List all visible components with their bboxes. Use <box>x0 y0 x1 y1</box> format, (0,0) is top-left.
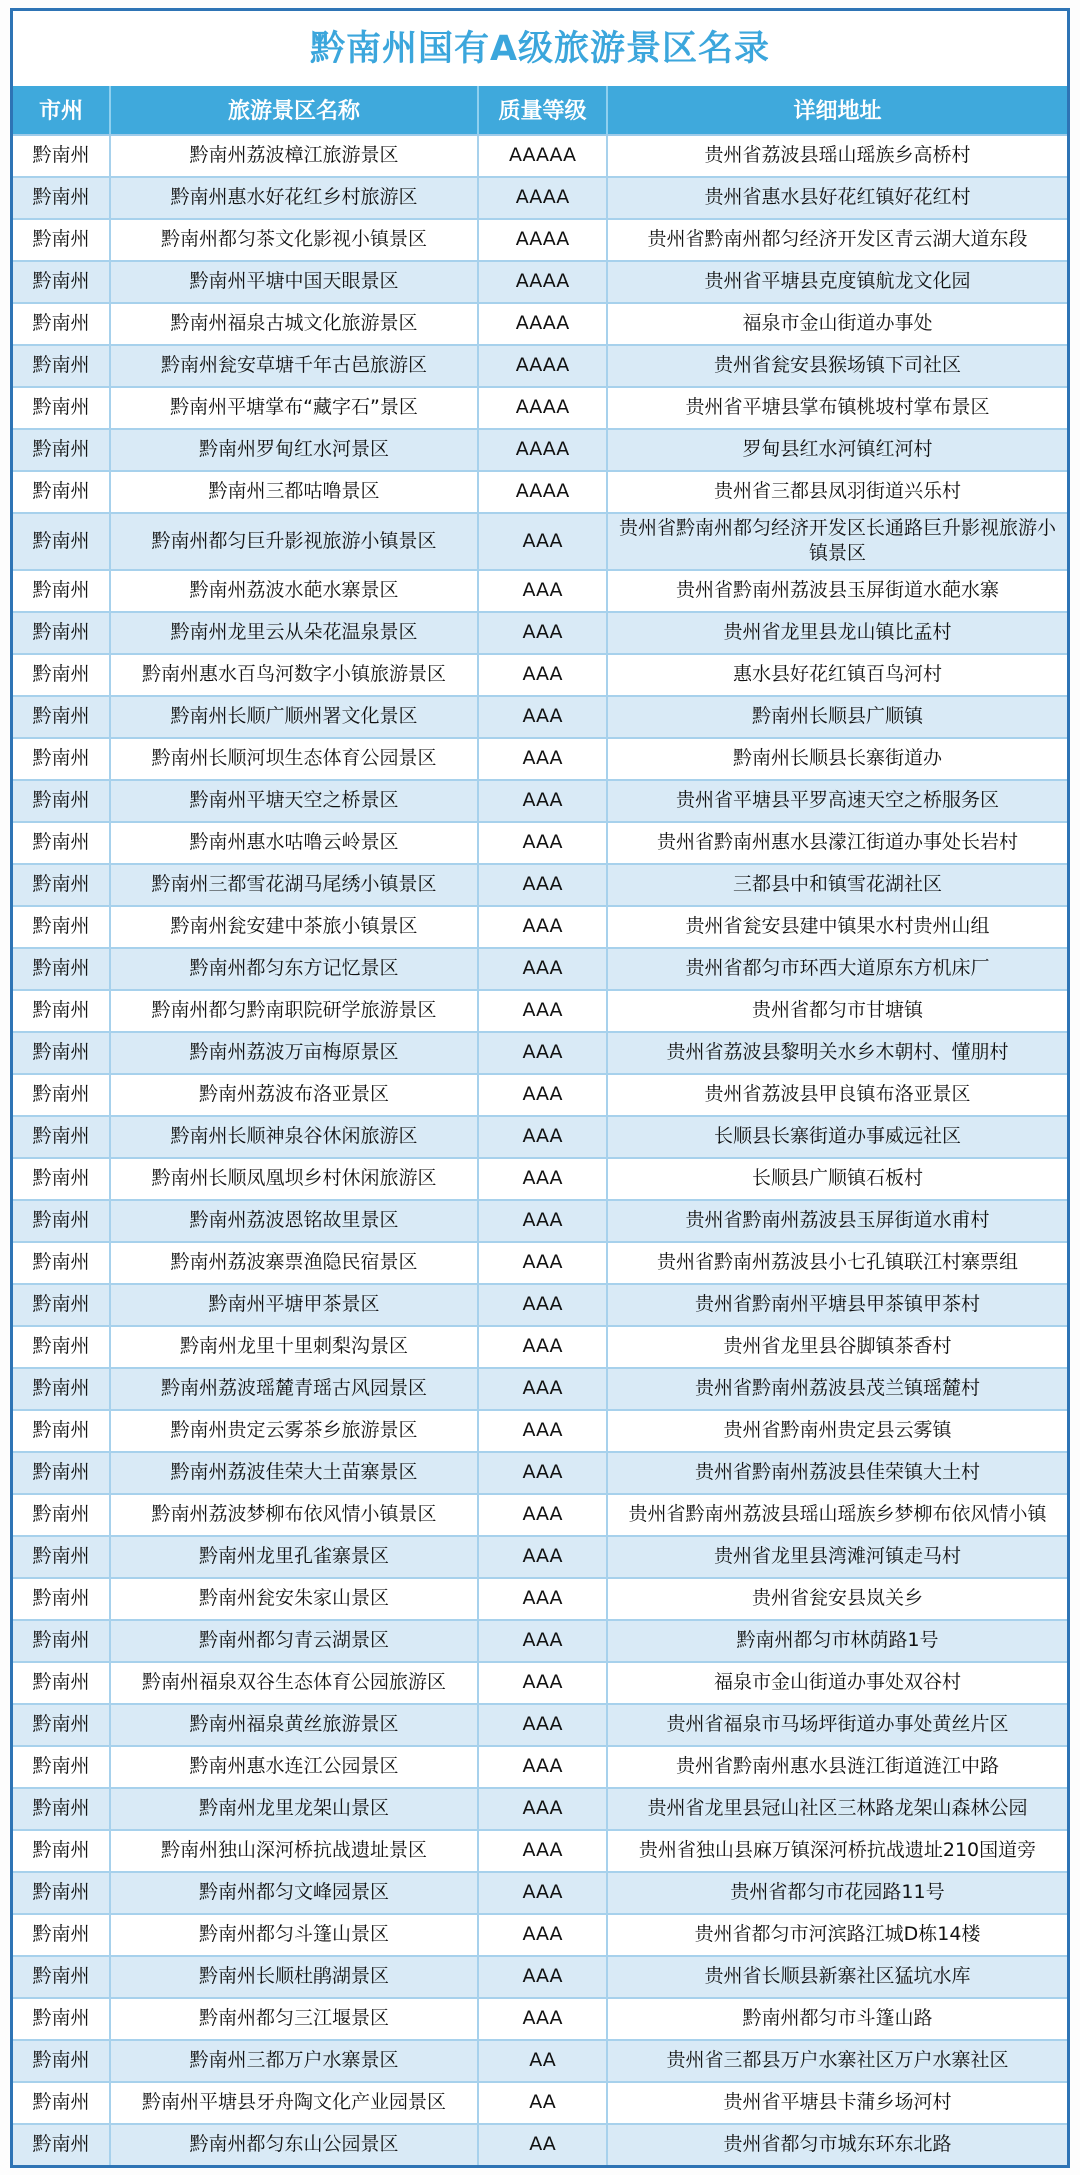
cell-region: 黔南州 <box>13 303 110 345</box>
cell-name: 黔南州都匀文峰园景区 <box>110 1872 478 1914</box>
cell-grade: AAA <box>478 990 607 1032</box>
cell-region: 黔南州 <box>13 1662 110 1704</box>
cell-address: 贵州省黔南州荔波县佳荣镇大土村 <box>607 1452 1067 1494</box>
cell-address: 贵州省平塘县卡蒲乡场河村 <box>607 2082 1067 2124</box>
cell-grade: AAA <box>478 1704 607 1746</box>
cell-address: 贵州省黔南州荔波县玉屏街道水葩水寨 <box>607 570 1067 612</box>
cell-grade: AAA <box>478 654 607 696</box>
cell-region: 黔南州 <box>13 1704 110 1746</box>
cell-name: 黔南州三都雪花湖马尾绣小镇景区 <box>110 864 478 906</box>
cell-name: 黔南州荔波寨票渔隐民宿景区 <box>110 1242 478 1284</box>
table-row <box>13 948 1067 990</box>
cell-region: 黔南州 <box>13 177 110 219</box>
cell-address: 贵州省黔南州平塘县甲茶镇甲茶村 <box>607 1284 1067 1326</box>
cell-region: 黔南州 <box>13 822 110 864</box>
cell-grade: AA <box>478 2040 607 2082</box>
table-row <box>13 2082 1067 2124</box>
cell-grade: AAA <box>478 1662 607 1704</box>
cell-address: 贵州省龙里县湾滩河镇走马村 <box>607 1536 1067 1578</box>
cell-address: 贵州省黔南州荔波县玉屏街道水甫村 <box>607 1200 1067 1242</box>
table-row <box>13 696 1067 738</box>
cell-region: 黔南州 <box>13 1074 110 1116</box>
cell-address: 贵州省平塘县掌布镇桃坡村掌布景区 <box>607 387 1067 429</box>
table-row <box>13 990 1067 1032</box>
cell-name: 黔南州都匀巨升影视旅游小镇景区 <box>110 513 478 570</box>
cell-region: 黔南州 <box>13 864 110 906</box>
cell-grade: AAA <box>478 1578 607 1620</box>
cell-address: 贵州省三都县万户水寨社区万户水寨社区 <box>607 2040 1067 2082</box>
cell-grade: AAA <box>478 1410 607 1452</box>
cell-region: 黔南州 <box>13 1536 110 1578</box>
cell-grade: AAA <box>478 1872 607 1914</box>
cell-region: 黔南州 <box>13 696 110 738</box>
table-row <box>13 135 1067 177</box>
cell-address: 贵州省瓮安县猴场镇下司社区 <box>607 345 1067 387</box>
cell-name: 黔南州长顺河坝生态体育公园景区 <box>110 738 478 780</box>
table-row <box>13 513 1067 570</box>
cell-grade: AAA <box>478 864 607 906</box>
cell-grade: AAA <box>478 612 607 654</box>
table-row <box>13 2124 1067 2165</box>
cell-region: 黔南州 <box>13 387 110 429</box>
cell-address: 贵州省龙里县冠山社区三林路龙架山森林公园 <box>607 1788 1067 1830</box>
cell-address: 黔南州长顺县长寨街道办 <box>607 738 1067 780</box>
cell-region: 黔南州 <box>13 906 110 948</box>
header-row <box>13 86 1067 135</box>
cell-address: 贵州省黔南州惠水县濛江街道办事处长岩村 <box>607 822 1067 864</box>
table-row <box>13 1410 1067 1452</box>
cell-address: 黔南州长顺县广顺镇 <box>607 696 1067 738</box>
title-bar <box>13 11 1067 86</box>
cell-region: 黔南州 <box>13 1578 110 1620</box>
cell-name: 黔南州都匀三江堰景区 <box>110 1998 478 2040</box>
cell-grade: AAAA <box>478 471 607 513</box>
cell-address: 贵州省平塘县平罗高速天空之桥服务区 <box>607 780 1067 822</box>
page-title: 黔南州国有A级旅游景区名录 <box>309 29 771 69</box>
table-row <box>13 1032 1067 1074</box>
cell-address: 长顺县长寨街道办事威远社区 <box>607 1116 1067 1158</box>
cell-address: 贵州省福泉市马场坪街道办事处黄丝片区 <box>607 1704 1067 1746</box>
cell-name: 黔南州长顺神泉谷休闲旅游区 <box>110 1116 478 1158</box>
cell-address: 长顺县广顺镇石板村 <box>607 1158 1067 1200</box>
cell-grade: AAA <box>478 1746 607 1788</box>
cell-address: 贵州省长顺县新寨社区猛坑水库 <box>607 1956 1067 1998</box>
cell-name: 黔南州荔波水葩水寨景区 <box>110 570 478 612</box>
table-row <box>13 1242 1067 1284</box>
table-row <box>13 471 1067 513</box>
table-row <box>13 1956 1067 1998</box>
cell-grade: AAA <box>478 1284 607 1326</box>
cell-grade: AAA <box>478 1998 607 2040</box>
table-row <box>13 1284 1067 1326</box>
cell-grade: AA <box>478 2082 607 2124</box>
cell-name: 黔南州罗甸红水河景区 <box>110 429 478 471</box>
table-row <box>13 1872 1067 1914</box>
cell-address: 贵州省龙里县龙山镇比孟村 <box>607 612 1067 654</box>
cell-grade: AAA <box>478 1620 607 1662</box>
table-row <box>13 303 1067 345</box>
cell-grade: AAAA <box>478 261 607 303</box>
cell-region: 黔南州 <box>13 429 110 471</box>
cell-region: 黔南州 <box>13 1452 110 1494</box>
cell-region: 黔南州 <box>13 1410 110 1452</box>
cell-address: 黔南州都匀市林荫路1号 <box>607 1620 1067 1662</box>
table-row <box>13 1452 1067 1494</box>
col-header-name: 旅游景区名称 <box>110 86 478 135</box>
cell-name: 黔南州龙里孔雀寨景区 <box>110 1536 478 1578</box>
table-body <box>13 135 1067 2165</box>
table-row <box>13 219 1067 261</box>
cell-region: 黔南州 <box>13 1116 110 1158</box>
cell-grade: AA <box>478 2124 607 2165</box>
cell-address: 贵州省都匀市城东环东北路 <box>607 2124 1067 2165</box>
cell-region: 黔南州 <box>13 1158 110 1200</box>
cell-name: 黔南州都匀青云湖景区 <box>110 1620 478 1662</box>
cell-address: 福泉市金山街道办事处双谷村 <box>607 1662 1067 1704</box>
cell-grade: AAA <box>478 1788 607 1830</box>
cell-region: 黔南州 <box>13 948 110 990</box>
table-row <box>13 1620 1067 1662</box>
cell-name: 黔南州荔波樟江旅游景区 <box>110 135 478 177</box>
table-row <box>13 906 1067 948</box>
table-row <box>13 429 1067 471</box>
cell-name: 黔南州三都咕噜景区 <box>110 471 478 513</box>
cell-address: 贵州省都匀市花园路11号 <box>607 1872 1067 1914</box>
cell-region: 黔南州 <box>13 1326 110 1368</box>
cell-name: 黔南州平塘甲茶景区 <box>110 1284 478 1326</box>
cell-region: 黔南州 <box>13 1998 110 2040</box>
cell-region: 黔南州 <box>13 513 110 570</box>
cell-region: 黔南州 <box>13 1620 110 1662</box>
cell-address: 贵州省黔南州贵定县云雾镇 <box>607 1410 1067 1452</box>
table-row <box>13 1494 1067 1536</box>
cell-address: 贵州省黔南州惠水县涟江街道涟江中路 <box>607 1746 1067 1788</box>
cell-region: 黔南州 <box>13 2124 110 2165</box>
cell-grade: AAA <box>478 1242 607 1284</box>
cell-name: 黔南州独山深河桥抗战遗址景区 <box>110 1830 478 1872</box>
cell-address: 贵州省瓮安县建中镇果水村贵州山组 <box>607 906 1067 948</box>
cell-grade: AAAA <box>478 429 607 471</box>
cell-name: 黔南州荔波布洛亚景区 <box>110 1074 478 1116</box>
cell-region: 黔南州 <box>13 1032 110 1074</box>
cell-grade: AAA <box>478 1914 607 1956</box>
cell-region: 黔南州 <box>13 345 110 387</box>
table-row <box>13 1998 1067 2040</box>
cell-grade: AAAA <box>478 177 607 219</box>
table-row <box>13 1368 1067 1410</box>
cell-grade: AAA <box>478 906 607 948</box>
cell-name: 黔南州瓮安建中茶旅小镇景区 <box>110 906 478 948</box>
cell-name: 黔南州三都万户水寨景区 <box>110 2040 478 2082</box>
table-row <box>13 177 1067 219</box>
cell-grade: AAA <box>478 1116 607 1158</box>
cell-address: 贵州省都匀市环西大道原东方机床厂 <box>607 948 1067 990</box>
cell-name: 黔南州惠水连江公园景区 <box>110 1746 478 1788</box>
cell-name: 黔南州荔波梦柳布依风情小镇景区 <box>110 1494 478 1536</box>
cell-grade: AAAA <box>478 345 607 387</box>
col-header-grade: 质量等级 <box>478 86 607 135</box>
cell-region: 黔南州 <box>13 1788 110 1830</box>
cell-region: 黔南州 <box>13 1956 110 1998</box>
cell-address: 贵州省惠水县好花红镇好花红村 <box>607 177 1067 219</box>
cell-address: 贵州省荔波县甲良镇布洛亚景区 <box>607 1074 1067 1116</box>
cell-address: 贵州省荔波县瑶山瑶族乡高桥村 <box>607 135 1067 177</box>
cell-grade: AAA <box>478 1368 607 1410</box>
cell-region: 黔南州 <box>13 1746 110 1788</box>
table-row <box>13 1746 1067 1788</box>
cell-address: 贵州省瓮安县岚关乡 <box>607 1578 1067 1620</box>
table-row <box>13 570 1067 612</box>
cell-grade: AAAAA <box>478 135 607 177</box>
table-row <box>13 1158 1067 1200</box>
cell-name: 黔南州都匀东方记忆景区 <box>110 948 478 990</box>
cell-grade: AAA <box>478 1158 607 1200</box>
cell-grade: AAA <box>478 1200 607 1242</box>
cell-address: 惠水县好花红镇百鸟河村 <box>607 654 1067 696</box>
cell-grade: AAA <box>478 822 607 864</box>
cell-address: 贵州省龙里县谷脚镇茶香村 <box>607 1326 1067 1368</box>
cell-name: 黔南州都匀茶文化影视小镇景区 <box>110 219 478 261</box>
cell-grade: AAA <box>478 570 607 612</box>
cell-address: 贵州省黔南州都匀经济开发区青云湖大道东段 <box>607 219 1067 261</box>
table-row <box>13 1074 1067 1116</box>
table-row <box>13 1704 1067 1746</box>
cell-grade: AAA <box>478 948 607 990</box>
cell-name: 黔南州长顺凤凰坝乡村休闲旅游区 <box>110 1158 478 1200</box>
table-row <box>13 612 1067 654</box>
cell-address: 罗甸县红水河镇红河村 <box>607 429 1067 471</box>
cell-region: 黔南州 <box>13 1368 110 1410</box>
cell-address: 贵州省黔南州荔波县瑶山瑶族乡梦柳布依风情小镇 <box>607 1494 1067 1536</box>
cell-region: 黔南州 <box>13 990 110 1032</box>
cell-region: 黔南州 <box>13 1200 110 1242</box>
cell-name: 黔南州平塘县牙舟陶文化产业园景区 <box>110 2082 478 2124</box>
cell-name: 黔南州长顺杜鹃湖景区 <box>110 1956 478 1998</box>
cell-address: 贵州省黔南州荔波县小七孔镇联江村寨票组 <box>607 1242 1067 1284</box>
cell-grade: AAA <box>478 696 607 738</box>
cell-grade: AAA <box>478 1452 607 1494</box>
cell-name: 黔南州荔波佳荣大土苗寨景区 <box>110 1452 478 1494</box>
col-header-region: 市州 <box>13 86 110 135</box>
cell-region: 黔南州 <box>13 738 110 780</box>
cell-address: 贵州省都匀市甘塘镇 <box>607 990 1067 1032</box>
cell-name: 黔南州荔波恩铭故里景区 <box>110 1200 478 1242</box>
cell-region: 黔南州 <box>13 570 110 612</box>
cell-address: 贵州省荔波县黎明关水乡木朝村、懂朋村 <box>607 1032 1067 1074</box>
table-row <box>13 1788 1067 1830</box>
table-row <box>13 2040 1067 2082</box>
cell-name: 黔南州福泉古城文化旅游景区 <box>110 303 478 345</box>
cell-grade: AAAA <box>478 219 607 261</box>
cell-region: 黔南州 <box>13 1242 110 1284</box>
cell-region: 黔南州 <box>13 2040 110 2082</box>
table-row <box>13 1662 1067 1704</box>
cell-grade: AAA <box>478 1956 607 1998</box>
table-row <box>13 1116 1067 1158</box>
cell-region: 黔南州 <box>13 471 110 513</box>
cell-name: 黔南州都匀黔南职院研学旅游景区 <box>110 990 478 1032</box>
cell-region: 黔南州 <box>13 654 110 696</box>
table-row <box>13 345 1067 387</box>
cell-grade: AAA <box>478 1536 607 1578</box>
cell-region: 黔南州 <box>13 135 110 177</box>
cell-name: 黔南州都匀斗篷山景区 <box>110 1914 478 1956</box>
cell-region: 黔南州 <box>13 2082 110 2124</box>
cell-address: 贵州省黔南州荔波县茂兰镇瑶麓村 <box>607 1368 1067 1410</box>
cell-name: 黔南州都匀东山公园景区 <box>110 2124 478 2165</box>
table-row <box>13 1914 1067 1956</box>
cell-name: 黔南州惠水咕噜云岭景区 <box>110 822 478 864</box>
cell-region: 黔南州 <box>13 1914 110 1956</box>
cell-address: 贵州省三都县凤羽街道兴乐村 <box>607 471 1067 513</box>
table-row <box>13 1200 1067 1242</box>
scenic-area-table-frame <box>10 8 1070 2168</box>
cell-region: 黔南州 <box>13 1872 110 1914</box>
cell-grade: AAA <box>478 1494 607 1536</box>
table-row <box>13 738 1067 780</box>
cell-name: 黔南州福泉双谷生态体育公园旅游区 <box>110 1662 478 1704</box>
table-row <box>13 780 1067 822</box>
cell-region: 黔南州 <box>13 1494 110 1536</box>
table-row <box>13 864 1067 906</box>
col-header-address: 详细地址 <box>607 86 1067 135</box>
cell-region: 黔南州 <box>13 780 110 822</box>
cell-grade: AAA <box>478 1326 607 1368</box>
cell-grade: AAA <box>478 780 607 822</box>
cell-name: 黔南州贵定云雾茶乡旅游景区 <box>110 1410 478 1452</box>
cell-grade: AAA <box>478 738 607 780</box>
cell-grade: AAA <box>478 1830 607 1872</box>
cell-name: 黔南州惠水好花红乡村旅游区 <box>110 177 478 219</box>
cell-name: 黔南州瓮安草塘千年古邑旅游区 <box>110 345 478 387</box>
cell-region: 黔南州 <box>13 612 110 654</box>
cell-name: 黔南州惠水百鸟河数字小镇旅游景区 <box>110 654 478 696</box>
cell-address: 贵州省独山县麻万镇深河桥抗战遗址210国道旁 <box>607 1830 1067 1872</box>
table-header <box>13 86 1067 135</box>
cell-name: 黔南州龙里云从朵花温泉景区 <box>110 612 478 654</box>
cell-name: 黔南州福泉黄丝旅游景区 <box>110 1704 478 1746</box>
cell-name: 黔南州荔波万亩梅原景区 <box>110 1032 478 1074</box>
cell-name: 黔南州平塘天空之桥景区 <box>110 780 478 822</box>
cell-address: 三都县中和镇雪花湖社区 <box>607 864 1067 906</box>
cell-name: 黔南州荔波瑶麓青瑶古风园景区 <box>110 1368 478 1410</box>
cell-name: 黔南州平塘掌布“藏字石”景区 <box>110 387 478 429</box>
cell-name: 黔南州平塘中国天眼景区 <box>110 261 478 303</box>
cell-region: 黔南州 <box>13 219 110 261</box>
cell-name: 黔南州龙里十里刺梨沟景区 <box>110 1326 478 1368</box>
table-row <box>13 1326 1067 1368</box>
cell-grade: AAAA <box>478 303 607 345</box>
cell-address: 贵州省黔南州都匀经济开发区长通路巨升影视旅游小镇景区 <box>607 513 1067 570</box>
cell-address: 黔南州都匀市斗篷山路 <box>607 1998 1067 2040</box>
cell-region: 黔南州 <box>13 1284 110 1326</box>
table-row <box>13 261 1067 303</box>
cell-grade: AAA <box>478 513 607 570</box>
cell-name: 黔南州长顺广顺州署文化景区 <box>110 696 478 738</box>
table-row <box>13 1578 1067 1620</box>
table-row <box>13 1830 1067 1872</box>
cell-region: 黔南州 <box>13 1830 110 1872</box>
scenic-area-table <box>13 86 1067 2165</box>
cell-grade: AAA <box>478 1032 607 1074</box>
cell-grade: AAAA <box>478 387 607 429</box>
cell-name: 黔南州龙里龙架山景区 <box>110 1788 478 1830</box>
table-row <box>13 822 1067 864</box>
table-row <box>13 387 1067 429</box>
table-row <box>13 1536 1067 1578</box>
cell-region: 黔南州 <box>13 261 110 303</box>
cell-address: 贵州省都匀市河滨路江城D栋14楼 <box>607 1914 1067 1956</box>
cell-address: 福泉市金山街道办事处 <box>607 303 1067 345</box>
table-row <box>13 654 1067 696</box>
cell-address: 贵州省平塘县克度镇航龙文化园 <box>607 261 1067 303</box>
cell-grade: AAA <box>478 1074 607 1116</box>
cell-name: 黔南州瓮安朱家山景区 <box>110 1578 478 1620</box>
